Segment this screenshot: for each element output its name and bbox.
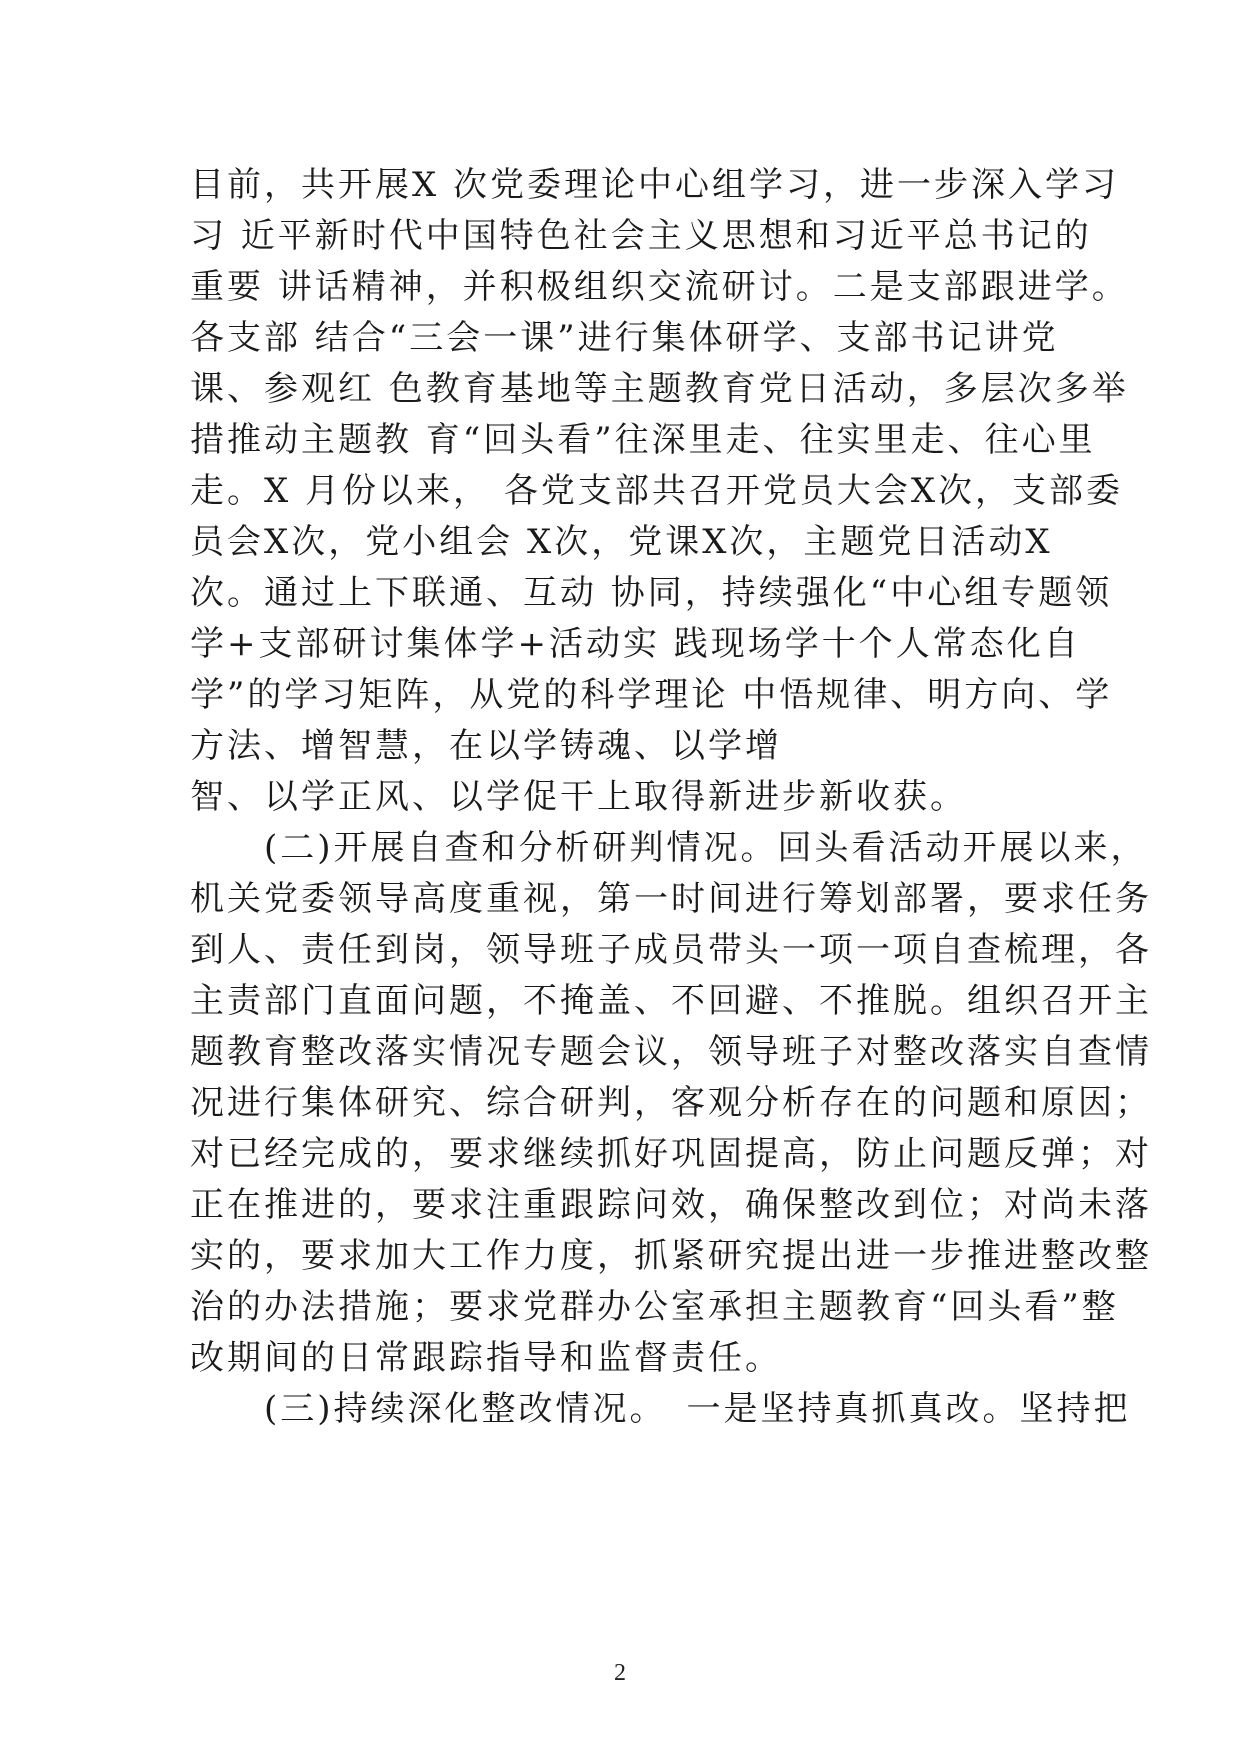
text-line: 走。X 月份以来， 各党支部共召开党员大会X次，支部委 [190,471,1124,511]
text-line: 实的，要求加大工作力度，抓紧研究提出进一步推进整改整 [190,1236,1152,1276]
text-line: 措推动主题教 育“回头看”往深里走、往实里走、往心里 [190,420,1096,460]
text-line: 员会X次，党小组会 X次，党课X次，主题党日活动X [190,522,1053,562]
text-line: 况进行集体研究、综合研判，客观分析存在的问题和原因； [190,1083,1152,1123]
text-line: 重要 讲话精神，并积极组织交流研讨。二是支部跟进学。 [190,267,1129,307]
body-text [190,160,1152,1435]
text-line: 改期间的日常跟踪指导和监督责任。 [190,1338,782,1378]
text-line: 题教育整改落实情况专题会议，领导班子对整改落实自查情 [190,1032,1152,1072]
text-line: 学”的学习矩阵，从党的科学理论 中悟规律、明方向、学 [190,675,1113,715]
section-heading-line: (三)持续深化整改情况。 一是坚持真抓真改。坚持把 [264,1389,1131,1429]
text-line: 目前，共开展X 次党委理论中心组学习，进一步深入学习 [190,165,1120,205]
text-line: 到人、责任到岗，领导班子成员带头一项一项自查梳理，各 [190,930,1152,970]
section-heading-line: (二)开展自查和分析研判情况。回头看活动开展以来， [264,828,1148,868]
text-line: 学+支部研讨集体学+活动实 践现场学十个人常态化自 [190,624,1081,664]
text-line: 习 近平新时代中国特色社会主义思想和习近平总书记的 [190,216,1092,256]
page-number: 2 [614,1660,626,1686]
text-line: 主责部门直面问题，不掩盖、不回避、不推脱。组织召开主 [190,981,1152,1021]
text-line: 对已经完成的，要求继续抓好巩固提高，防止问题反弹；对 [190,1134,1152,1174]
text-line: 治的办法措施；要求党群办公室承担主题教育“回头看”整 [190,1287,1119,1327]
text-line: 次。通过上下联通、互动 协同，持续强化“中心组专题领 [190,573,1113,613]
text-line: 机关党委领导高度重视，第一时间进行筹划部署，要求任务 [190,879,1152,919]
text-line: 方法、增智慧，在以学铸魂、以学增 [190,726,782,766]
text-line: 课、参观红 色教育基地等主题教育党日活动，多层次多举 [190,369,1129,409]
text-line: 智、以学正风、以学促干上取得新进步新收获。 [190,777,967,817]
text-line: 各支部 结合“三会一课”进行集体研学、支部书记讲党 [190,318,1059,358]
text-line: 正在推进的，要求注重跟踪问效，确保整改到位；对尚未落 [190,1185,1152,1225]
